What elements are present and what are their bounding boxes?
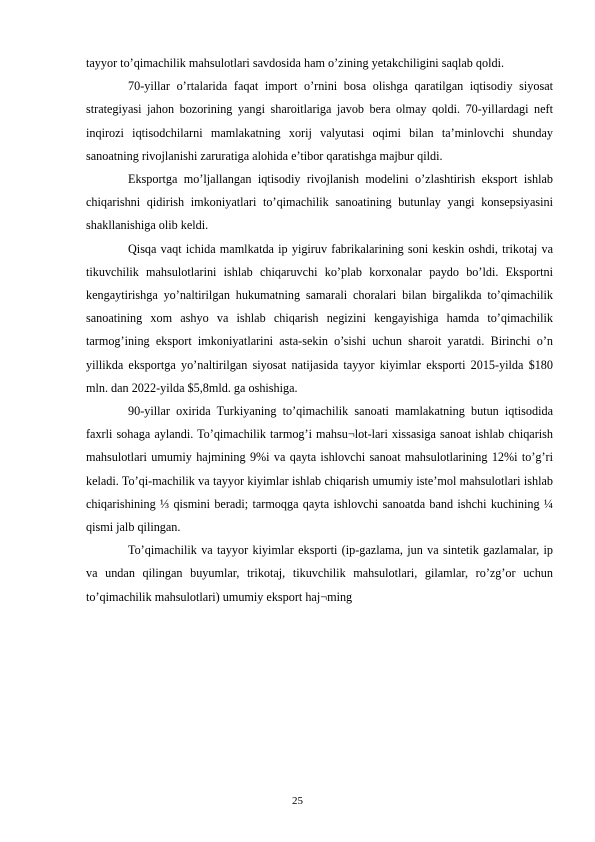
body-text <box>86 52 553 609</box>
paragraph-continuation: tayyor to’qimachilik mahsulotlari savdosida ham o’zining yetakchiligini saqlab qoldi. <box>86 56 505 70</box>
paragraph: 90-yillar oxirida Turkiyaning to’qimachilik sanoati mamlakatning butun iqtisodida faxrli sohaga aylandi. To’qimachilik tarmog’i mahsu¬lot-lari xissasiga sanoat ishlab chiqarish mahsulotlari umumiy hajmining 9%i va qayta ishlovchi sanoat mahsulotlarining 12%i to’g’ri keladi. To’qi-machilik va tayyor kiyimlar ishlab chiqarish umumiy iste’mol mahsulotlari ishlab chiqarishining ⅓ qismini beradi; tarmoqga qayta ishlovchi sanoatda band ishchi kuchining ¼ qismi jalb qilingan. <box>86 404 553 535</box>
paragraph: 70-yillar o’rtalarida faqat import o’rnini bosa olishga qaratilgan iqtisodiy siyosat strategiyasi jahon bozorining yangi sharoitlariga javob bera olmay qoldi. 70-yillardagi neft inqirozi iqtisodchilarni mamlakatning xorij valyutasi oqimi bilan ta’minlovchi shunday sanoatning rivojlanishi zaruratiga alohida e’tibor qaratishga majbur qildi. <box>86 79 553 163</box>
paragraph: To’qimachilik va tayyor kiyimlar eksporti (ip-gazlama, jun va sintetik gazlamalar, ip va undan qilingan buyumlar, trikotaj, tikuvchilik mahsulotlari, gilamlar, ro’zg’or uchun to’qimachilik mahsulotlari) umumiy eksport haj¬ming <box>86 543 553 604</box>
page-number: 25 <box>292 795 303 807</box>
paragraph: Qisqa vaqt ichida mamlkatda ip yigiruv fabrikalarining soni keskin oshdi, trikotaj va tikuvchilik mahsulotlarini ishlab chiqaruvchi ko’plab korxonalar paydo bo’ldi. Eksportni kengaytirishga yo’naltirilgan hukumatning samarali choralari bilan birgalikda to’qimachilik sanoatining xom ashyo va ishlab chiqarish negizini kengayishiga hamda to’qimachilik tarmog’ining eksport imkoniyatlarini asta-sekin o’sishi uchun sharoit yaratdi. Birinchi o’n yillikda eksportga yo’naltirilgan siyosat natijasida tayyor kiyimlar eksporti 2015-yilda $180 mln. dan 2022-yilda $5,8mld. ga oshishiga. <box>86 241 553 395</box>
paragraph: Eksportga mo’ljallangan iqtisodiy rivojlanish modelini o’zlashtirish eksport ishlab chiqarishni qidirish imkoniyatlari to’qimachilik sanoatining butunlay yangi konsepsiyasini shakllanishiga olib keldi. <box>86 172 553 233</box>
